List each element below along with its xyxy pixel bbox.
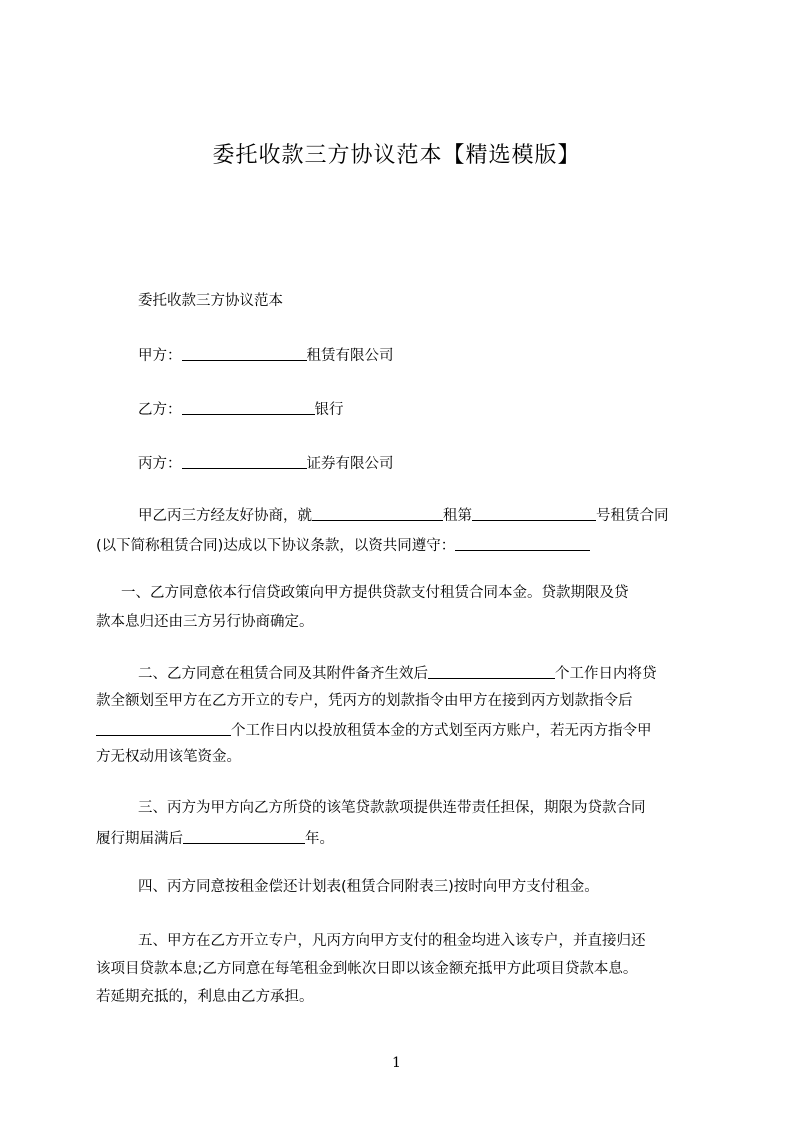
- clause-2-text-2: 个工作日内将贷: [555, 666, 657, 682]
- clause-5-text-2: 该项目贷款本息;乙方同意在每笔租金到帐次日即以该金额充抵甲方此项目贷款本息。: [96, 961, 638, 977]
- intro-blank-3: [455, 535, 590, 551]
- page-number: 1: [392, 1055, 401, 1071]
- clause-3-text-2: 履行期届满后: [96, 831, 183, 847]
- clause-2-text-5: 方无权动用该笔资金。: [96, 749, 241, 765]
- party-a-suffix: 租赁有限公司: [306, 348, 394, 364]
- clause-1-line-1: [121, 583, 629, 603]
- clause-3-line-1: [138, 798, 646, 818]
- clause-5-line-1: [138, 931, 646, 951]
- intro-line-2: [96, 534, 590, 556]
- clause-3-blank: [183, 828, 305, 844]
- clause-2-line-3: [96, 719, 652, 741]
- intro-blank-2: [472, 505, 596, 521]
- intro-text-1: 甲乙丙三方经友好协商，就: [138, 508, 312, 524]
- intro-text-2: 租第: [443, 508, 472, 524]
- clause-2-line-4: [96, 747, 241, 767]
- party-a-blank: [182, 345, 307, 361]
- party-c-blank: [182, 453, 307, 469]
- clause-2-blank-1: [428, 663, 555, 679]
- clause-3-text-1: 三、丙方为甲方向乙方所贷的该笔贷款款项提供连带责任担保，期限为贷款合同: [138, 800, 646, 816]
- clause-2-text-4: 个工作日内以投放租赁本金的方式划至丙方账户，若无丙方指令甲: [231, 723, 652, 739]
- clause-1-text-2: 款本息归还由三方另行协商确定。: [96, 614, 314, 630]
- clause-2-blank-2: [96, 720, 231, 736]
- party-c-line: [138, 452, 394, 474]
- subtitle-text: 委托收款三方协议范本: [138, 293, 283, 309]
- party-c-label: 丙方：: [138, 456, 182, 472]
- clause-1-line-2: [96, 612, 314, 632]
- clause-5-line-3: [96, 987, 314, 1007]
- clause-4-line-1: [138, 877, 599, 897]
- clause-3-text-3: 年。: [305, 831, 334, 847]
- clause-1-text-1: 一、乙方同意依本行信贷政策向甲方提供贷款支付租赁合同本金。贷款期限及贷: [121, 585, 629, 601]
- clause-5-text-3: 若延期充抵的，利息由乙方承担。: [96, 989, 314, 1005]
- party-b-label: 乙方：: [138, 402, 182, 418]
- clause-5-text-1: 五、甲方在乙方开立专户，凡丙方向甲方支付的租金均进入该专户，并直接归还: [138, 933, 646, 949]
- intro-text-3: 号租赁合同: [596, 508, 669, 524]
- clause-5-line-2: [96, 959, 637, 979]
- agreement-subtitle: [138, 291, 283, 311]
- party-c-suffix: 证券有限公司: [306, 456, 394, 472]
- intro-blank-1: [312, 505, 443, 521]
- party-b-blank: [182, 399, 315, 415]
- clause-3-line-2: [96, 827, 334, 849]
- party-b-line: [138, 398, 344, 420]
- intro-line-1: [138, 504, 669, 526]
- clause-4-text-1: 四、丙方同意按租金偿还计划表(租赁合同附表三)按时向甲方支付租金。: [138, 879, 599, 895]
- clause-2-text-3: 款全额划至甲方在乙方开立的专户，凭丙方的划款指令由甲方在接到丙方划款指令后: [96, 693, 633, 709]
- party-b-suffix: 银行: [314, 402, 344, 418]
- document-title: 委托收款三方协议范本【精选模版】: [212, 143, 581, 168]
- intro-text-4: (以下简称租赁合同)达成以下协议条款，以资共同遵守：: [96, 538, 456, 554]
- clause-2-text-1: 二、乙方同意在租赁合同及其附件备齐生效后: [138, 666, 428, 682]
- party-a-line: [138, 344, 394, 366]
- party-a-label: 甲方：: [138, 348, 182, 364]
- clause-2-line-2: [96, 691, 633, 711]
- clause-2-line-1: [138, 662, 657, 684]
